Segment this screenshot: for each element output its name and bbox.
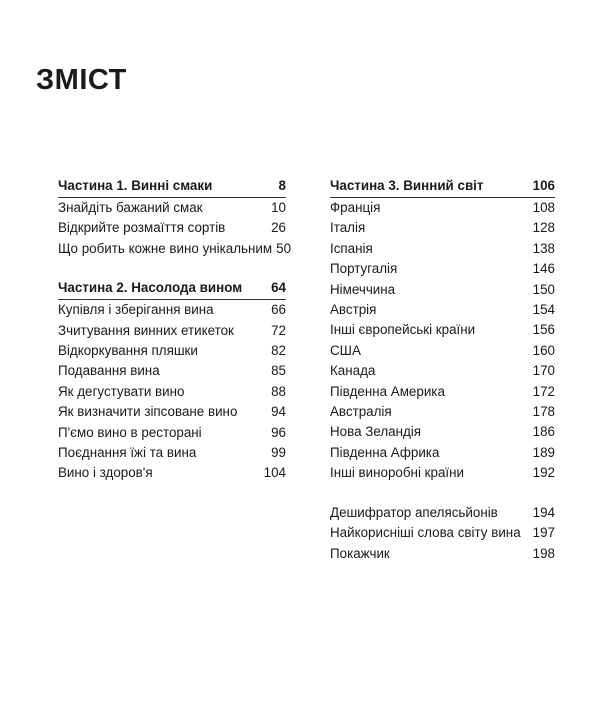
toc-page-number: 64 [271,280,286,296]
toc-entry[interactable] [330,544,555,564]
toc-part-title: Частина 3. Винний світ [330,178,484,193]
toc-page-number: 156 [532,322,555,338]
toc-entry-title: Найкорисніші слова світу вина [330,525,521,541]
toc-entry-title: Німеччина [330,281,396,297]
toc-entry[interactable] [58,239,292,259]
toc-page-number: 66 [271,302,286,318]
toc-entry[interactable] [330,382,555,402]
toc-entry-title: Інші європейські країни [330,322,476,338]
toc-entry-title: Дешифратор апелясьйонів [330,504,498,520]
toc-entry-title: Південна Африка [330,444,440,460]
toc-page-number: 82 [271,343,286,359]
toc-page-number: 194 [532,504,555,520]
toc-page-number: 197 [532,525,555,541]
page-title: ЗМІСТ [36,64,127,96]
toc-section [330,503,555,564]
toc-entry-title: Канада [330,363,376,379]
toc-part-heading[interactable] [58,176,286,198]
toc-entry-title: Що робить кожне вино унікальним [58,240,273,256]
toc-page-number: 154 [532,302,555,318]
toc-page-number: 104 [263,465,286,481]
toc-entry-title: Відкоркування пляшки [58,343,198,359]
toc-entry[interactable] [330,320,555,340]
toc-entry[interactable] [58,341,286,361]
toc-part-heading[interactable] [330,176,555,198]
toc-page-number: 189 [532,444,555,460]
toc-entry[interactable] [330,280,555,300]
toc-entry-title: Італія [330,220,366,236]
toc-page-number: 10 [271,200,286,215]
toc-entry-title: Інші виноробні країни [330,465,464,481]
toc-entry-title: Відкрийте розмаїття сортів [58,220,226,236]
toc-entry[interactable] [58,382,286,402]
toc-page-number: 108 [532,200,555,215]
toc-entry[interactable] [330,218,555,238]
toc-entry-title: Австрія [330,302,377,318]
toc-page-number: 96 [271,424,286,440]
toc-entry[interactable] [330,239,555,259]
toc-entry[interactable] [330,422,555,442]
toc-entry-title: Покажчик [330,545,390,561]
toc-part-heading[interactable] [58,278,286,300]
toc-entry[interactable] [58,321,286,341]
toc-section [58,176,292,259]
toc-entry-title: Іспанія [330,240,373,256]
toc-page-number: 160 [532,342,555,358]
toc-page-number: 146 [532,261,555,277]
toc-entry[interactable] [58,423,286,443]
toc-page-number: 99 [271,445,286,461]
toc-right-column [330,176,555,583]
toc-entry[interactable] [58,443,286,463]
toc-entry[interactable] [330,443,555,463]
toc-entry[interactable] [58,361,286,381]
toc-page-number: 88 [271,383,286,399]
toc-entry[interactable] [58,218,286,238]
toc-entry[interactable] [330,402,555,422]
toc-entry[interactable] [58,463,286,483]
toc-entry[interactable] [330,300,555,320]
toc-entry[interactable] [58,402,286,422]
toc-page-number: 178 [532,404,555,420]
toc-entry[interactable] [58,198,286,218]
toc-entry-title: Вино і здоров'я [58,465,153,481]
toc-entry[interactable] [330,361,555,381]
toc-page-number: 106 [532,178,555,193]
toc-entry-title: Купівля і зберігання вина [58,302,214,318]
toc-entry-title: П'ємо вино в ресторані [58,424,202,440]
toc-entry[interactable] [330,503,555,523]
toc-entry-title: Знайдіть бажаний смак [58,200,203,215]
toc-page-number: 8 [278,178,286,193]
toc-entry-title: Франція [330,200,381,215]
toc-page-number: 50 [276,240,292,256]
toc-page-number: 138 [532,240,555,256]
toc-entry[interactable] [330,198,555,218]
toc-entry[interactable] [330,523,555,543]
toc-left-column [58,176,292,503]
toc-entry-title: Нова Зеландія [330,424,422,440]
toc-entry[interactable] [330,259,555,279]
toc-page-number: 94 [271,404,286,420]
toc-entry[interactable] [58,300,286,320]
toc-page-number: 198 [532,545,555,561]
toc-page-number: 186 [532,424,555,440]
toc-entry-title: Південна Америка [330,383,445,399]
toc-page-number: 128 [532,220,555,236]
toc-entry-title: Як дегустувати вино [58,383,185,399]
toc-part-title: Частина 1. Винні смаки [58,178,213,193]
toc-entry-title: США [330,342,361,358]
toc-entry-title: Австралія [330,404,392,420]
toc-section [58,278,286,484]
toc-entry-title: Поєднання їжі та вина [58,445,197,461]
toc-entry-title: Як визначити зіпсоване вино [58,404,238,420]
toc-section [330,176,555,484]
toc-entry[interactable] [330,341,555,361]
toc-page-number: 172 [532,383,555,399]
toc-page-number: 26 [271,220,286,236]
toc-part-title: Частина 2. Насолода вином [58,280,243,296]
toc-entry[interactable] [330,463,555,483]
toc-page-number: 192 [532,465,555,481]
toc-page-number: 150 [532,281,555,297]
toc-page-number: 85 [271,363,286,379]
toc-page-number: 72 [271,322,286,338]
toc-page-number: 170 [532,363,555,379]
toc-entry-title: Подавання вина [58,363,160,379]
toc-entry-title: Португалія [330,261,398,277]
toc-entry-title: Зчитування винних етикеток [58,322,234,338]
